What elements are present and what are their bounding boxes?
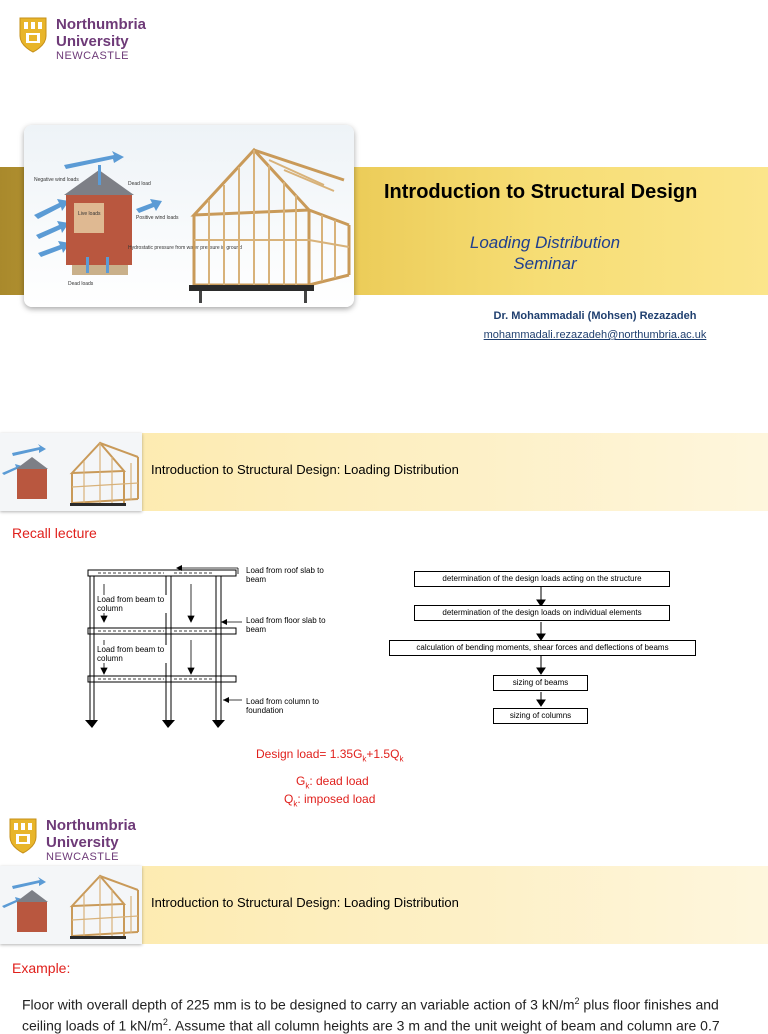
logo-line-3: NEWCASTLE [46,851,119,863]
logo-line-1: Northumbria [56,16,146,33]
label-live-loads: Live loads [78,211,101,217]
example-line-1-sup: 2 [574,996,580,1006]
slide2-thumbnail [0,433,142,511]
label-dead-load-top: Dead load [128,181,151,187]
logo-line-1: Northumbria [46,817,136,834]
author-name: Dr. Mohammadali (Mohsen) Rezazadeh [493,310,697,322]
university-logo [18,16,146,63]
frame-label-floor: Load from floor slab to beam [246,616,326,634]
design-load-mid: +1.5Q [366,747,400,761]
flow-step-3: calculation of bending moments, shear forces and deflections of beams [389,640,696,656]
gk-subscript: k [305,781,310,791]
design-load-prefix: Design load= 1.35G [256,747,363,761]
slide3-header-title: Introduction to Structural Design: Loading Distribution [151,895,459,910]
hero-image [24,125,354,307]
slide2-header-title: Introduction to Structural Design: Loading Distribution [151,462,459,477]
crest-icon [8,817,38,855]
house-thumbnail-illustration [0,433,142,511]
frame-label-beam-column-1: Load from beam to column [97,595,167,613]
recall-label: Recall lecture [12,525,97,541]
design-load-sub-1: k [362,754,367,764]
example-line-1-b: plus floor finishes and [579,996,719,1013]
example-line-2-sup: 2 [162,1016,168,1027]
logo-line-3: NEWCASTLE [56,50,129,62]
example-label: Example: [12,960,71,976]
label-positive-wind: Positive wind loads [136,215,179,221]
design-load-sub-2: k [399,754,404,764]
gk-symbol: G [296,774,306,788]
qk-description: : imposed load [297,792,376,806]
qk-symbol: Q [284,792,294,806]
example-line-1-a: Floor with overall depth of 225 mm is to be designed to carry an variable action of 3 kN/m [22,996,575,1013]
logo-line-2: University [56,33,129,50]
crest-icon [18,16,48,54]
slide3-thumbnail [0,866,142,944]
example-paragraph [22,993,768,1034]
qk-subscript: k [293,799,298,809]
logo-line-2: University [46,834,119,851]
label-dead-loads-bottom: Dead loads [68,281,94,287]
university-logo-2 [8,817,136,864]
flow-step-2: determination of the design loads on individual elements [414,605,670,621]
label-negative-wind: Negative wind loads [34,177,79,183]
subtitle-line-2: Seminar [513,254,577,273]
house-thumbnail-illustration [0,866,142,944]
frame-label-roof: Load from roof slab to beam [246,566,324,584]
slide1-title: Introduction to Structural Design [384,181,698,203]
flow-step-1: determination of the design loads acting on the structure [414,571,670,587]
house-loads-illustration [24,125,354,307]
author-email-link[interactable]: mohammadali.rezazadeh@northumbria.ac.uk [483,329,707,341]
frame-label-foundation: Load from column to foundation [246,697,319,715]
example-line-2-a: ceiling loads of 1 kN/m [22,1017,163,1034]
gk-description: : dead load [309,774,369,788]
gk-definition [296,774,369,790]
example-line-1 [22,993,768,1014]
flow-step-5: sizing of columns [493,708,588,724]
example-line-2-b: . Assume that all column heights are 3 m and the unit weight of beam and column are 0.7 [167,1017,720,1034]
slide1-subtitle [440,232,650,274]
flow-step-4: sizing of beams [493,675,588,691]
label-hydrostatic: Hydrostatic pressure from water pressure in ground [128,245,242,251]
qk-definition [284,792,375,808]
subtitle-line-1: Loading Distribution [469,233,621,252]
frame-label-beam-column-2: Load from beam to column [97,645,167,663]
design-load-formula [256,747,403,763]
